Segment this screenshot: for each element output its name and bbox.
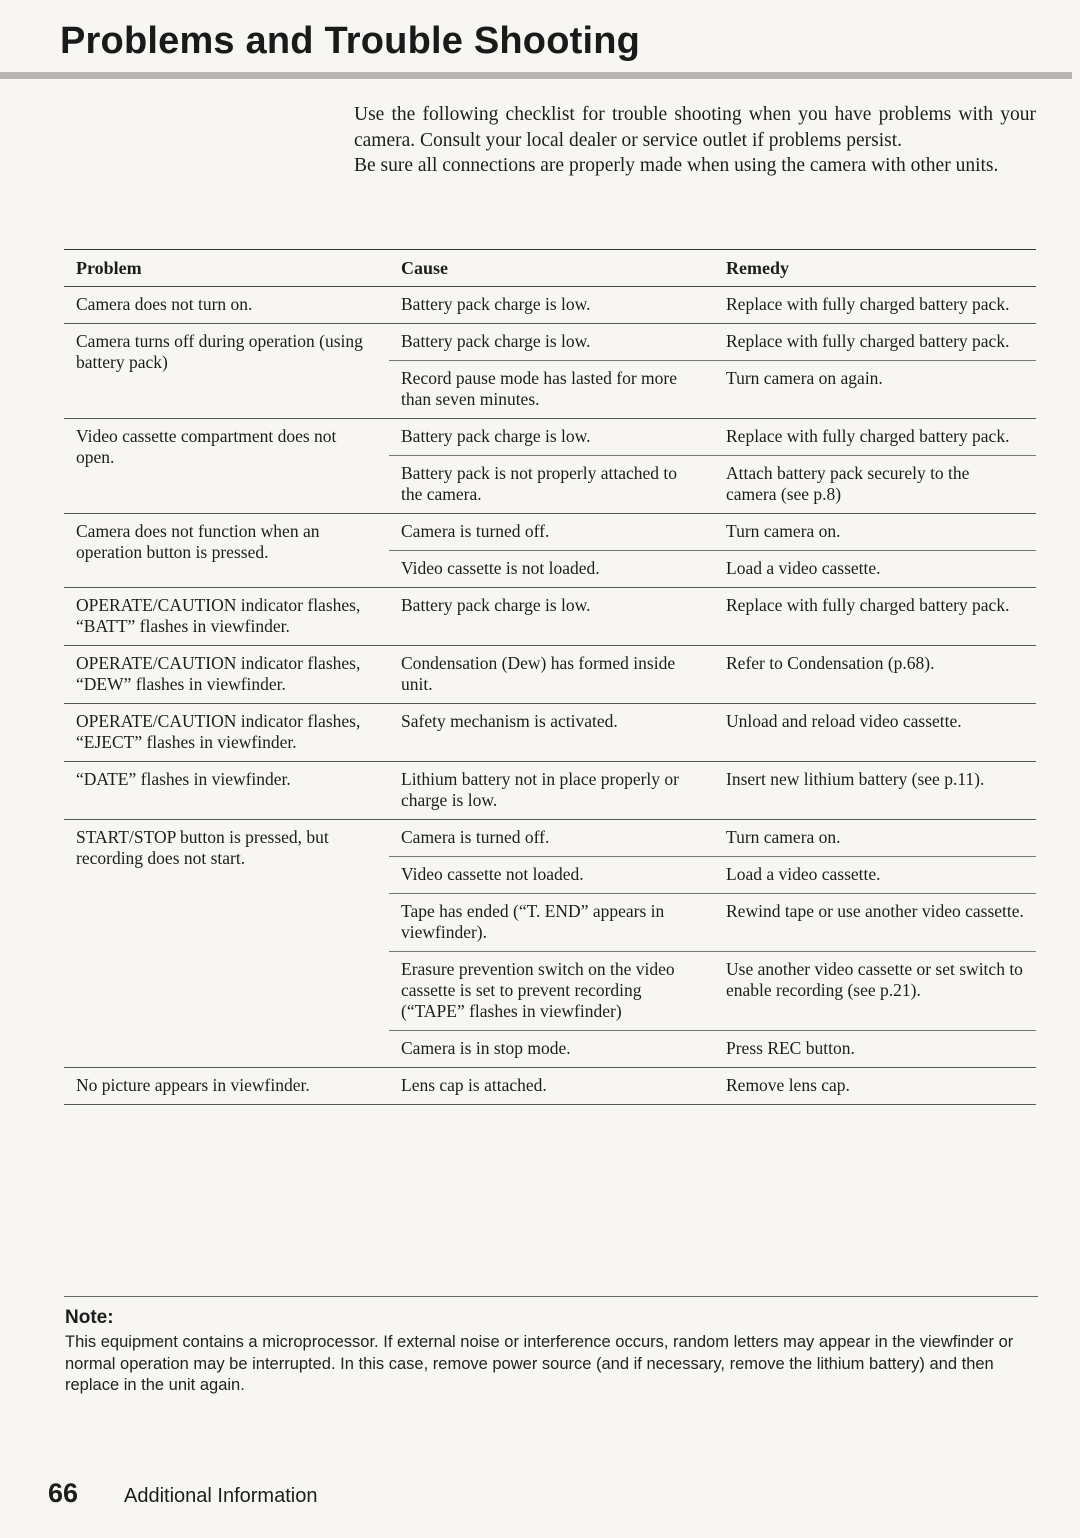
table-row [64, 514, 1036, 551]
remedy-cell: Replace with fully charged battery pack. [714, 287, 1036, 324]
cause-cell: Camera is in stop mode. [389, 1031, 714, 1068]
cause-cell: Camera is turned off. [389, 820, 714, 857]
remedy-cell: Rewind tape or use another video cassette. [714, 894, 1036, 952]
cause-cell: Video cassette not loaded. [389, 857, 714, 894]
problem-cell: Camera does not turn on. [64, 287, 389, 324]
cause-cell: Battery pack charge is low. [389, 419, 714, 456]
problem-cell: OPERATE/CAUTION indicator flashes, “EJECT” flashes in viewfinder. [64, 704, 389, 762]
table-header-row [64, 250, 1036, 287]
intro-paragraph-1: Use the following checklist for trouble shooting when you have problems with your camera. Consult your local dealer or service outlet if problems persist. [354, 104, 1036, 151]
title-bar [0, 0, 1080, 86]
intro-paragraph-2: Be sure all connections are properly made when using the camera with other units. [354, 155, 999, 176]
cause-cell: Lithium battery not in place properly or charge is low. [389, 762, 714, 820]
remedy-cell: Refer to Condensation (p.68). [714, 646, 1036, 704]
remedy-cell: Insert new lithium battery (see p.11). [714, 762, 1036, 820]
cause-cell: Battery pack is not properly attached to the camera. [389, 456, 714, 514]
cause-cell: Camera is turned off. [389, 514, 714, 551]
problem-cell: Video cassette compartment does not open. [64, 419, 389, 514]
intro-text [354, 102, 1036, 179]
remedy-cell: Turn camera on again. [714, 361, 1036, 419]
section-name: Additional Information [124, 1485, 318, 1507]
note-text: This equipment contains a microprocessor. If external noise or interference occurs, random letters may appear in the viewfinder or normal operation may be interrupted. In this case, remove power source (and if necessary, remove the lithium battery) and then replace in the unit again. [65, 1333, 1014, 1394]
table-row [64, 588, 1036, 646]
table-row [64, 762, 1036, 820]
remedy-cell: Unload and reload video cassette. [714, 704, 1036, 762]
table-row [64, 287, 1036, 324]
remedy-cell: Load a video cassette. [714, 857, 1036, 894]
cause-cell: Battery pack charge is low. [389, 324, 714, 361]
note-heading: Note: [65, 1307, 114, 1328]
cause-cell: Battery pack charge is low. [389, 588, 714, 646]
problem-cell: “DATE” flashes in viewfinder. [64, 762, 389, 820]
remedy-cell: Attach battery pack securely to the camera (see p.8) [714, 456, 1036, 514]
table-body [64, 287, 1036, 1105]
table-row [64, 820, 1036, 857]
cause-cell: Record pause mode has lasted for more than seven minutes. [389, 361, 714, 419]
cause-cell: Safety mechanism is activated. [389, 704, 714, 762]
remedy-cell: Press REC button. [714, 1031, 1036, 1068]
remedy-cell: Replace with fully charged battery pack. [714, 419, 1036, 456]
remedy-cell: Remove lens cap. [714, 1068, 1036, 1105]
title-rule [0, 72, 1072, 79]
page-number: 66 [48, 1478, 79, 1508]
table-row [64, 419, 1036, 456]
cause-cell: Erasure prevention switch on the video cassette is set to prevent recording (“TAPE” flashes in viewfinder) [389, 952, 714, 1031]
header-remedy: Remedy [714, 250, 1036, 287]
header-cause: Cause [389, 250, 714, 287]
remedy-cell: Turn camera on. [714, 514, 1036, 551]
remedy-cell: Turn camera on. [714, 820, 1036, 857]
cause-cell: Video cassette is not loaded. [389, 551, 714, 588]
table-row [64, 1068, 1036, 1105]
table-row [64, 704, 1036, 762]
page-title: Problems and Trouble Shooting [60, 20, 641, 62]
header-problem: Problem [64, 250, 389, 287]
cause-cell: Tape has ended (“T. END” appears in viewfinder). [389, 894, 714, 952]
troubleshooting-table [64, 249, 1036, 1105]
table-row [64, 646, 1036, 704]
problem-cell: START/STOP button is pressed, but recording does not start. [64, 820, 389, 1068]
problem-cell: Camera does not function when an operation button is pressed. [64, 514, 389, 588]
table-row [64, 324, 1036, 361]
remedy-cell: Replace with fully charged battery pack. [714, 324, 1036, 361]
remedy-cell: Use another video cassette or set switch to enable recording (see p.21). [714, 952, 1036, 1031]
cause-cell: Battery pack charge is low. [389, 287, 714, 324]
remedy-cell: Replace with fully charged battery pack. [714, 588, 1036, 646]
problem-cell: OPERATE/CAUTION indicator flashes, “BATT” flashes in viewfinder. [64, 588, 389, 646]
cause-cell: Lens cap is attached. [389, 1068, 714, 1105]
problem-cell: OPERATE/CAUTION indicator flashes, “DEW” flashes in viewfinder. [64, 646, 389, 704]
problem-cell: No picture appears in viewfinder. [64, 1068, 389, 1105]
problem-cell: Camera turns off during operation (using battery pack) [64, 324, 389, 419]
remedy-cell: Load a video cassette. [714, 551, 1036, 588]
note-divider [64, 1296, 1038, 1297]
cause-cell: Condensation (Dew) has formed inside unit. [389, 646, 714, 704]
